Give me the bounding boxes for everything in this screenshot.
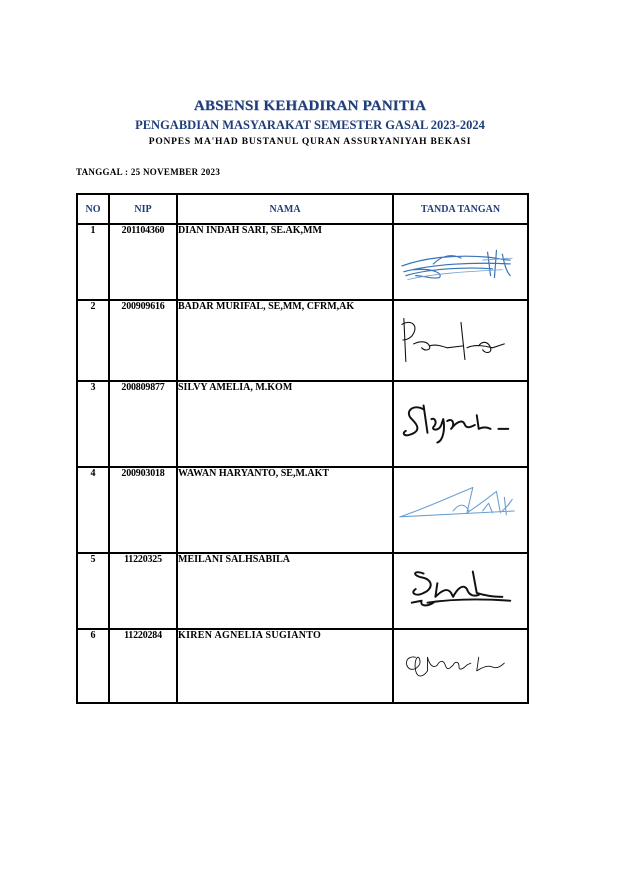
table-row xyxy=(77,467,528,553)
row-name: KIREN AGNELIA SUGIANTO xyxy=(177,629,393,703)
signature-cell xyxy=(393,381,528,467)
organization-name: PONPES MA'HAD BUSTANUL QURAN ASSURYANIYAH BEKASI xyxy=(148,137,472,147)
signature-cell xyxy=(393,300,528,381)
table-header-row xyxy=(77,194,528,224)
row-number: 1 xyxy=(77,224,109,300)
signature-cell xyxy=(393,629,528,703)
signature-image xyxy=(394,382,527,466)
row-number: 6 xyxy=(77,629,109,703)
signature-cell xyxy=(393,224,528,300)
row-name: SILVY AMELIA, M.KOM xyxy=(177,381,393,467)
row-nip: 11220325 xyxy=(109,553,177,629)
table-row xyxy=(77,629,528,703)
column-header-no: NO xyxy=(77,194,109,224)
row-number: 4 xyxy=(77,467,109,553)
column-header-nama: NAMA xyxy=(177,194,393,224)
row-name: WAWAN HARYANTO, SE,M.AKT xyxy=(177,467,393,553)
row-nip: 200903018 xyxy=(109,467,177,553)
signature-image xyxy=(394,225,527,299)
row-nip: 200809877 xyxy=(109,381,177,467)
signature-image xyxy=(394,630,527,702)
row-name: BADAR MURIFAL, SE,MM, CFRM,AK xyxy=(177,300,393,381)
column-header-nip: NIP xyxy=(109,194,177,224)
column-header-tanda-tangan: TANDA TANGAN xyxy=(393,194,528,224)
row-number: 2 xyxy=(77,300,109,381)
attendance-table xyxy=(76,193,529,704)
row-number: 5 xyxy=(77,553,109,629)
table-row xyxy=(77,224,528,300)
table-row xyxy=(77,553,528,629)
date-label: TANGGAL : 25 NOVEMBER 2023 xyxy=(76,167,221,177)
table-row xyxy=(77,381,528,467)
row-nip: 201104360 xyxy=(109,224,177,300)
row-nip: 11220284 xyxy=(109,629,177,703)
signature-cell xyxy=(393,553,528,629)
table-row xyxy=(77,300,528,381)
signature-image xyxy=(394,468,527,552)
document-title: ABSENSI KEHADIRAN PANITIA xyxy=(193,98,427,114)
document-subtitle: PENGABDIAN MASYARAKAT SEMESTER GASAL 2023-2024 xyxy=(135,118,485,132)
row-number: 3 xyxy=(77,381,109,467)
signature-image xyxy=(394,554,527,628)
signature-image xyxy=(394,301,527,380)
row-name: DIAN INDAH SARI, SE.AK,MM xyxy=(177,224,393,300)
signature-cell xyxy=(393,467,528,553)
row-nip: 200909616 xyxy=(109,300,177,381)
row-name: MEILANI SALHSABILA xyxy=(177,553,393,629)
